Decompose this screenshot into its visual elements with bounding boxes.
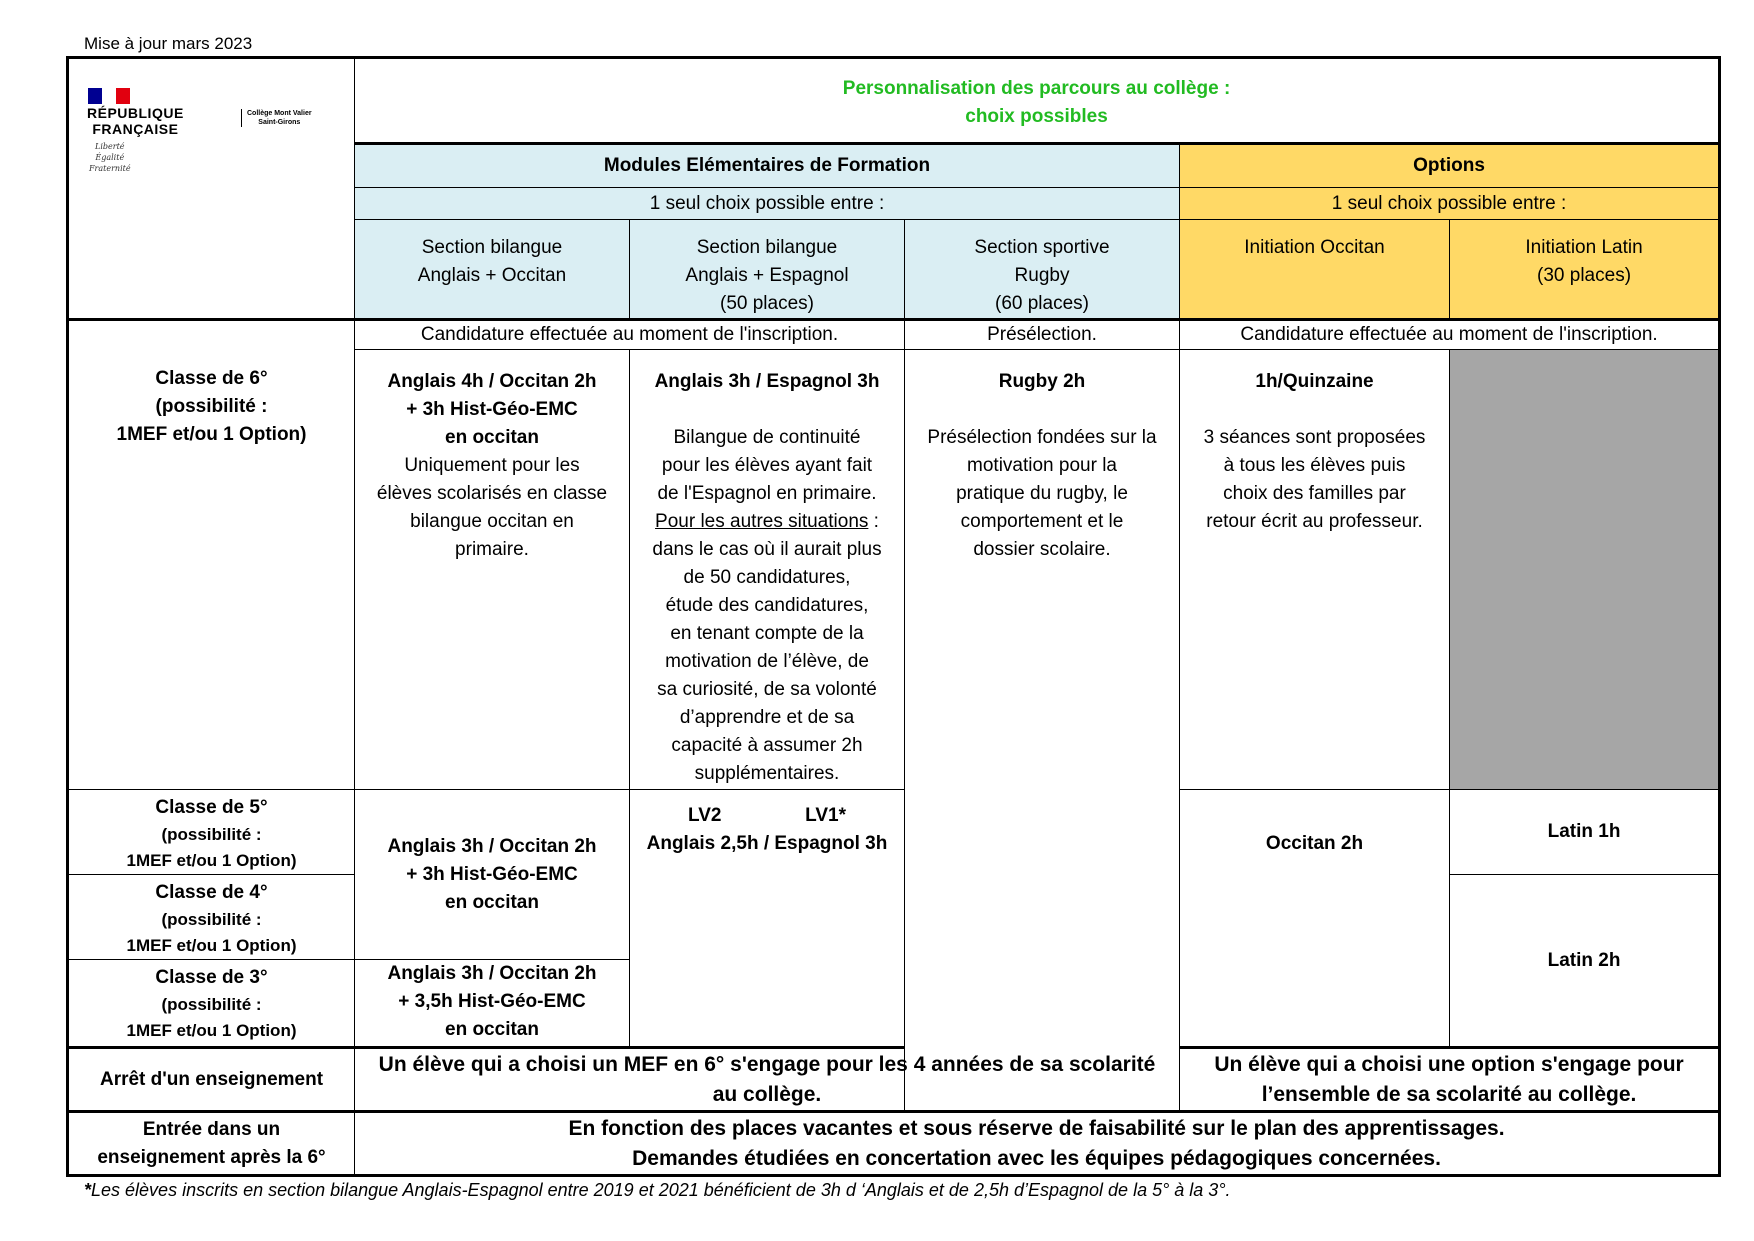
cell-5e-latin: Latin 1h (1450, 790, 1720, 875)
cell-6e-occitan: 1h/Quinzaine 3 séances sont proposées à tous les élèves puis choix des familles par retour écrit au professeur. (1180, 350, 1450, 790)
column-bilangue-occitan: Section bilangue Anglais + Occitan (355, 220, 630, 320)
selection-rugby: Présélection. (905, 320, 1180, 350)
column-initiation-latin: Initiation Latin (30 places) (1450, 220, 1720, 320)
entree-text: En fonction des places vacantes et sous réserve de faisabilité sur le plan des apprentissages. Demandes étudiées en concertation avec les équipes pédagogiques concernées. (355, 1112, 1720, 1176)
cell-6e-bilangue-espagnol: Anglais 3h / Espagnol 3h Bilangue de continuité pour les élèves ayant fait de l'Espagnol en primaire. Pour les autres situations : dans le cas où il aurait plus de 50 candidatures, étude des candidatures, en tenant compte de la motivation de l’élève, de sa curiosité, de sa volonté d’apprendre et de sa capacité à assumer 2h supplémentaires. (630, 350, 905, 790)
mef-choice-note: 1 seul choix possible entre : (355, 188, 1180, 220)
row-label-6e: Classe de 6° (possibilité : 1MEF et/ou 1 Option) (68, 320, 355, 790)
cell-5e-4e-bilangue-occitan: Anglais 3h / Occitan 2h + 3h Hist-Géo-EMC en occitan (355, 790, 630, 960)
course-choice-table (66, 56, 1721, 1177)
cell-5e-3e-occitan: Occitan 2h (1180, 790, 1450, 1048)
logo-block (68, 58, 355, 320)
page-title: Personnalisation des parcours au collège : choix possibles (355, 58, 1720, 144)
cell-6e-bilangue-occitan: Anglais 4h / Occitan 2h + 3h Hist-Géo-EMC en occitan Uniquement pour les élèves scolarisés en classe bilangue occitan en primaire. (355, 350, 630, 790)
cell-rugby: Rugby 2h Présélection fondées sur la motivation pour la pratique du rugby, le comportement et le dossier scolaire. (905, 350, 1180, 1112)
french-flag-icon (87, 85, 131, 101)
update-date: Mise à jour mars 2023 (84, 34, 253, 53)
republique-francaise-text: RÉPUBLIQUE FRANÇAISE (87, 105, 184, 137)
column-initiation-occitan: Initiation Occitan (1180, 220, 1450, 320)
row-label-entree: Entrée dans un enseignement après la 6° (68, 1112, 355, 1176)
options-choice-note: 1 seul choix possible entre : (1180, 188, 1720, 220)
arret-mef-text: Un élève qui a choisi un MEF en 6° s'engage pour les 4 années de sa scolarité au collège. (355, 1048, 1180, 1112)
selection-mef: Candidature effectuée au moment de l'inscription. (355, 320, 905, 350)
column-section-rugby: Section sportive Rugby (60 places) (905, 220, 1180, 320)
cell-6e-latin-unavailable (1450, 350, 1720, 790)
arret-options-text: Un élève qui a choisi une option s'engage pour l’ensemble de sa scolarité au collège. (1180, 1048, 1720, 1112)
mef-header: Modules Elémentaires de Formation (355, 144, 1180, 188)
cell-3e-bilangue-occitan: Anglais 3h / Occitan 2h + 3,5h Hist-Géo-EMC en occitan (355, 960, 630, 1048)
row-label-5e: Classe de 5° (possibilité : 1MEF et/ou 1 Option) (68, 790, 355, 875)
column-bilangue-espagnol: Section bilangue Anglais + Espagnol (50 places) (630, 220, 905, 320)
row-label-4e: Classe de 4° (possibilité : 1MEF et/ou 1 Option) (68, 875, 355, 960)
college-name: Collège Mont Valier Saint-Girons (241, 109, 312, 127)
row-label-3e: Classe de 3° (possibilité : 1MEF et/ou 1 Option) (68, 960, 355, 1048)
row-label-arret: Arrêt d'un enseignement (68, 1048, 355, 1112)
cell-5e-3e-bilangue-espagnol: LV2 LV1* Anglais 2,5h / Espagnol 3h (630, 790, 905, 1048)
cell-4e-3e-latin: Latin 2h (1450, 875, 1720, 1048)
footnote: *Les élèves inscrits en section bilangue Anglais-Espagnol entre 2019 et 2021 bénéficient de 3h d ‘Anglais et de 2,5h d’Espagnol de la 5° à la 3°. (84, 1180, 1231, 1200)
options-header: Options (1180, 144, 1720, 188)
republic-motto: Liberté Égalité Fraternité (89, 142, 131, 173)
selection-options: Candidature effectuée au moment de l'inscription. (1180, 320, 1720, 350)
